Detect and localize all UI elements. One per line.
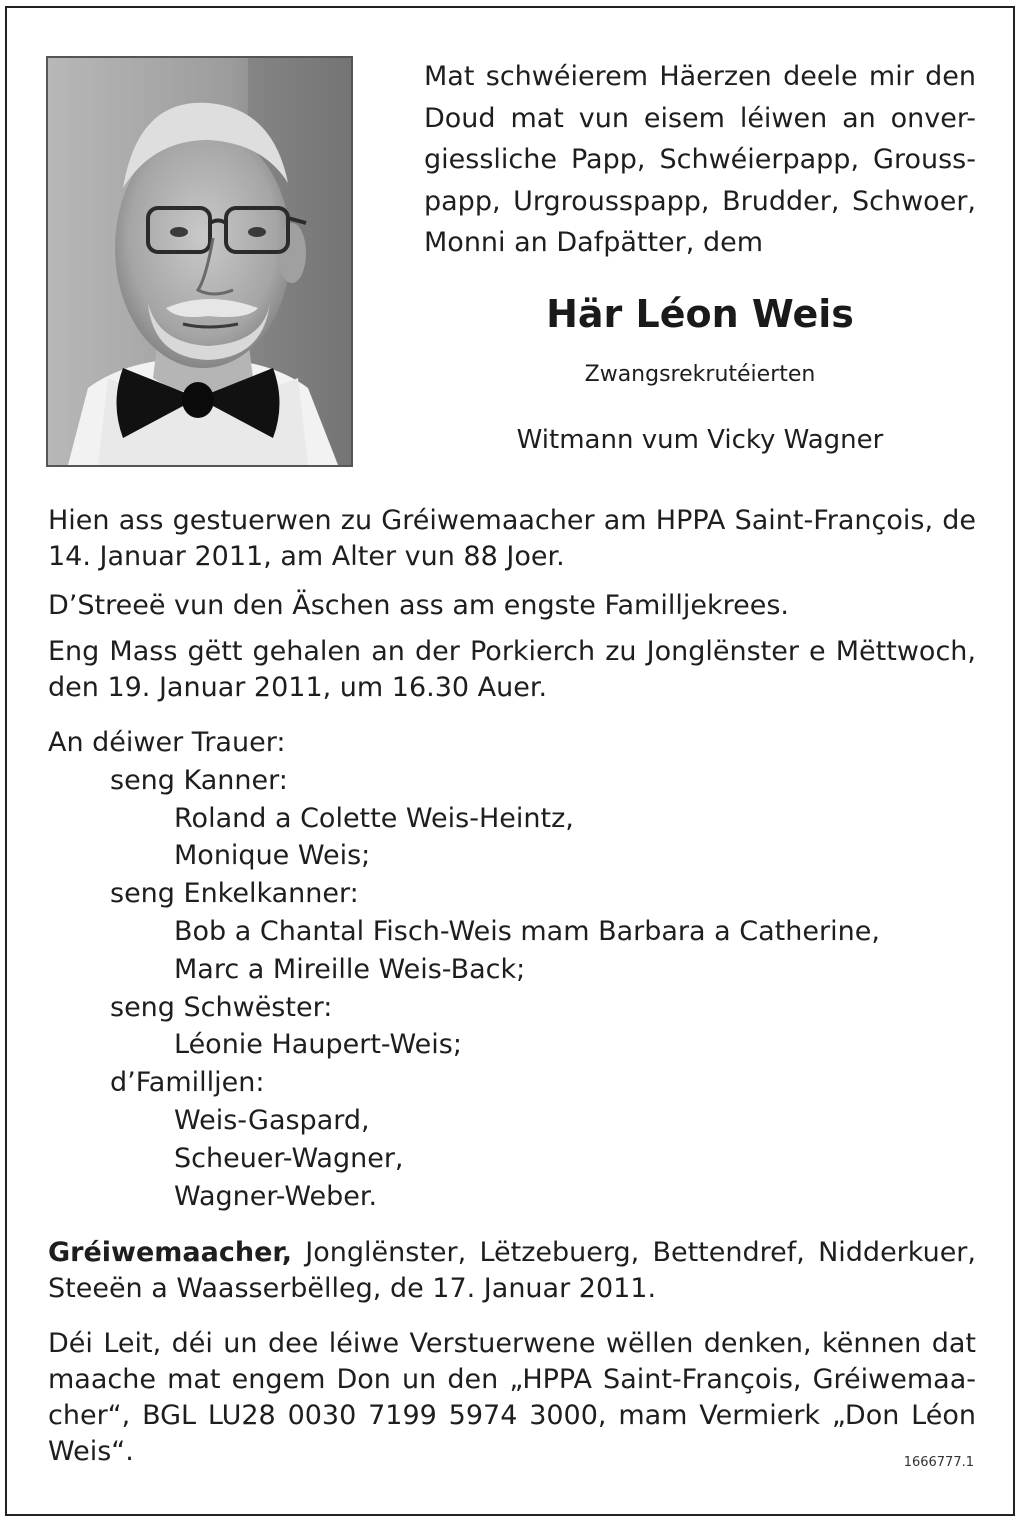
mourners-list	[48, 724, 976, 1215]
deceased-widower: Witmann vum Vicky Wagner	[516, 425, 884, 455]
place-bold: Gréiwemaacher,	[48, 1237, 293, 1268]
mourner-name: Léonie Haupert-Weis;	[174, 1029, 462, 1061]
intro-line: papp, Urgrousspapp, Brudder, Schwoer,	[424, 185, 976, 217]
donation-line: cher“, BGL LU28 0030 7199 5974 3000, mam Vermierk „Don Léon	[48, 1400, 976, 1431]
donation-notice	[48, 1326, 976, 1470]
places-line	[48, 1235, 976, 1271]
mourner-name: Roland a Colette Weis-Heintz,	[174, 802, 574, 834]
mourner-group-label: seng Enkelkanner:	[110, 878, 359, 910]
deceased-name: Här Léon Weis	[546, 292, 854, 336]
intro-line: Mat schwéierem Häerzen deele mir den	[424, 61, 976, 92]
intro-line: Monni an Dafpätter, dem	[424, 227, 763, 258]
mourner-group-label: d’Familljen:	[110, 1067, 265, 1099]
mourner-name: Scheuer-Wagner,	[174, 1142, 404, 1174]
death-notice-line: 14. Januar 2011, am Alter vun 88 Joer.	[48, 541, 565, 572]
places-rest: Jonglënster, Lëtzebuerg, Bettendref, Nidderkuer,	[292, 1237, 976, 1268]
mourner-group-label: seng Kanner:	[110, 764, 288, 796]
mourners-heading: An déiwer Trauer:	[48, 727, 286, 758]
mourner-name: Wagner-Weber.	[174, 1180, 378, 1212]
donation-line: Déi Leit, déi un dee léiwe Verstuerwene wëllen denken, kënnen dat	[48, 1328, 976, 1359]
reference-number: 1666777.1	[903, 1455, 974, 1470]
intro-line: giessliche Papp, Schwéierpapp, Grouss-	[424, 144, 976, 175]
donation-line: maache mat engem Don un den „HPPA Saint-François, Gréiwemaa-	[48, 1364, 976, 1395]
mourner-name: Bob a Chantal Fisch-Weis mam Barbara a Catherine,	[174, 915, 880, 947]
intro-paragraph	[424, 56, 976, 264]
mass-notice	[48, 634, 976, 706]
portrait-illustration	[48, 58, 351, 465]
donation-line: Weis“.	[48, 1436, 134, 1467]
mourner-name: Weis-Gaspard,	[174, 1104, 370, 1136]
deceased-role: Zwangsrekrutéierten	[584, 362, 816, 387]
mass-line: Eng Mass gëtt gehalen an der Porkierch zu Jonglënster e Mëttwoch,	[48, 636, 976, 667]
ashes-notice	[48, 588, 976, 624]
places-date	[48, 1235, 976, 1307]
intro-line: Doud mat vun eisem léiwen an onver-	[424, 102, 976, 134]
portrait-photo	[46, 56, 353, 467]
mourner-name: Monique Weis;	[174, 840, 371, 872]
mourner-name: Marc a Mireille Weis-Back;	[174, 953, 526, 985]
ashes-line: D’Streeë vun den Äschen ass am engste Familljekrees.	[48, 590, 789, 621]
places-line: Steeën a Waasserbëlleg, de 17. Januar 2011.	[48, 1273, 657, 1304]
death-notice-line: Hien ass gestuerwen zu Gréiwemaacher am HPPA Saint-François, de	[48, 505, 976, 536]
mass-line: den 19. Januar 2011, um 16.30 Auer.	[48, 672, 548, 703]
mourner-group-label: seng Schwëster:	[110, 991, 333, 1023]
death-notice	[48, 503, 976, 575]
